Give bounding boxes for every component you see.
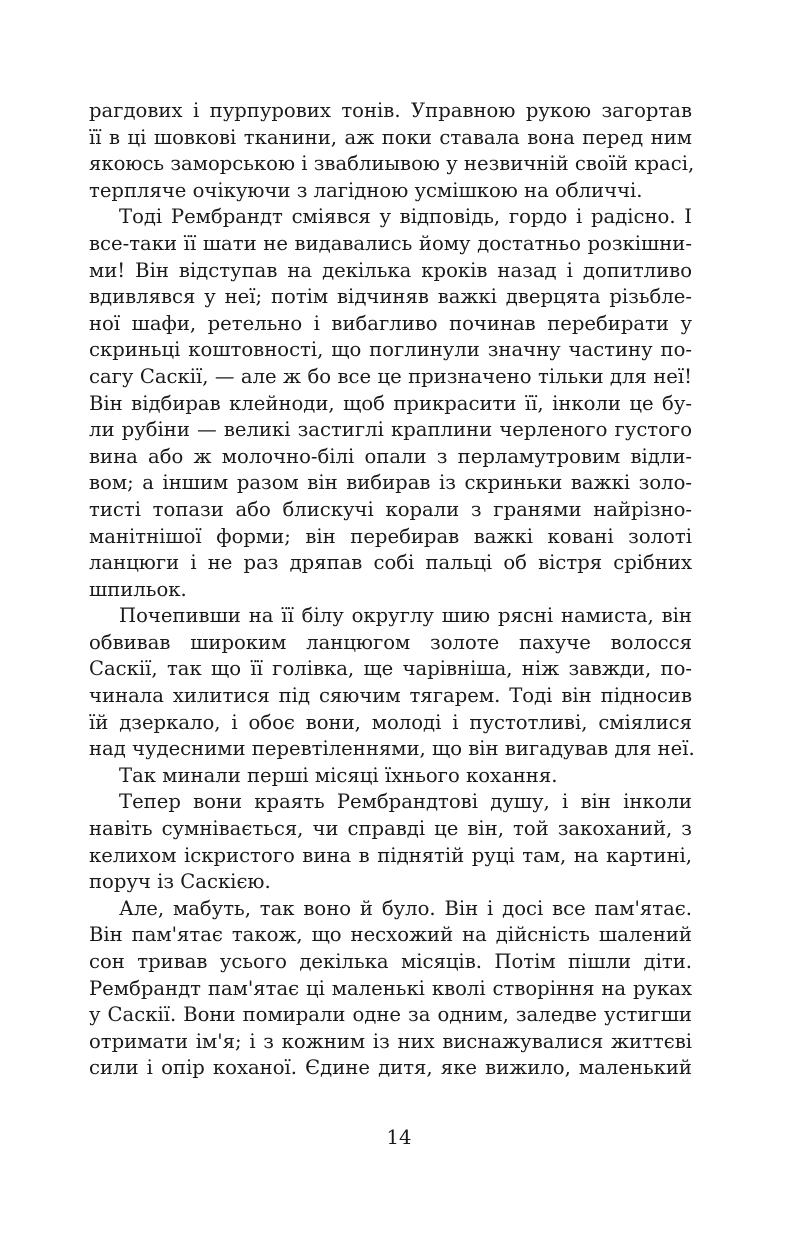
text-line: Так минали перші місяці їхнього кохання. <box>119 763 558 787</box>
text-line: Але, мабуть, так воно й було. Він і досі все пам'ятає. <box>119 896 692 920</box>
text-line: чинала хилитися під сяючим тягарем. Тоді він підносив <box>89 684 692 708</box>
text-line: навіть сумнівається, чи справді це він, той закоханий, з <box>89 817 692 841</box>
text-line: все-таки її шати не видавались йому достатньо розкішни- <box>89 231 692 255</box>
text-line: ної шафи, ретельно і вибагливо починав перебирати у <box>89 311 692 335</box>
text-line: манітнішої форми; він перебирав важкі ковані золоті <box>89 524 692 548</box>
text-line: вдивлявся у неї; потім відчиняв важкі дверцята різьбле- <box>89 285 692 309</box>
paragraph <box>89 789 692 895</box>
text-line: Тоді Рембрандт сміявся у відповідь, гордо і радісно. І <box>119 205 692 229</box>
text-line: її в ці шовкові тканини, аж поки ставала вона перед ним <box>89 125 692 149</box>
text-line: Рембрандт пам'ятає ці маленькі кволі створіння на руках <box>89 976 692 1000</box>
text-line: у Саскії. Вони помирали одне за одним, заледве устигши <box>89 1003 692 1027</box>
text-line: Тепер вони краять Рембрандтові душу, і він інколи <box>119 790 692 814</box>
text-line: шпильок. <box>89 577 187 601</box>
text-line: рагдових і пурпурових тонів. Управною рукою загортав <box>89 99 692 122</box>
paragraph <box>89 204 692 603</box>
paragraph <box>89 896 692 1082</box>
paragraph <box>89 763 692 790</box>
text-line: якоюсь заморською і зваблиывою у незвичній своїй красі, <box>89 152 695 176</box>
paragraph <box>89 98 695 204</box>
text-line: вом; а іншим разом він вибирав із скриньки важкі золо- <box>89 471 692 495</box>
text-line: Почепивши на її білу округлу шию рясні намиста, він <box>119 604 692 628</box>
paragraph <box>89 603 695 763</box>
text-line: скриньці коштовності, що поглинули значну частину по- <box>89 338 692 362</box>
text-line: сон тривав усього декілька місяців. Потім пішли діти. <box>89 950 692 973</box>
text-line: Саскії, так що її голівка, ще чарівніша, ніж завжди, по- <box>89 657 692 681</box>
page-number: 14 <box>386 1126 412 1149</box>
text-line: сили і опір коханої. Єдине дитя, яке вижило, маленький <box>89 1056 692 1080</box>
text-line: тисті топази або блискучі корали з гранями найрізно- <box>89 497 692 521</box>
body-text <box>89 98 695 1082</box>
text-line: їй дзеркало, і обоє вони, молоді і пустотливі, сміялися <box>89 710 692 734</box>
text-line: обвивав широким ланцюгом золоте пахуче волосся <box>89 630 692 654</box>
text-line: отримати ім'я; і з кожним із них виснажувалися життєві <box>89 1029 692 1053</box>
text-line: над чудесними перевтіленнями, що він вигадував для неї. <box>89 737 695 761</box>
text-line: сагу Саскії, — але ж бо все це призначено тільки для неї! <box>89 364 692 388</box>
text-line: вина або ж молочно-білі опали з перламутровим відли- <box>89 444 692 468</box>
text-line: ланцюги і не раз дряпав собі пальці об вістря срібних <box>89 551 692 575</box>
text-line: ли рубіни — великі застиглі краплини черленого густого <box>89 418 692 442</box>
text-line: Він відбирав клейноди, щоб прикрасити її, інколи це бу- <box>89 391 692 415</box>
text-line: поруч із Саскією. <box>89 870 271 894</box>
text-line: терпляче очікуючи з лагідною усмішкою на обличчі. <box>89 178 643 202</box>
text-line: келихом іскристого вина в піднятій руці там, на картині, <box>89 843 692 867</box>
text-line: ми! Він відступав на декілька кроків назад і допитливо <box>89 258 692 282</box>
text-line: Він пам'ятає також, що несхожий на дійсність шалений <box>89 923 692 947</box>
